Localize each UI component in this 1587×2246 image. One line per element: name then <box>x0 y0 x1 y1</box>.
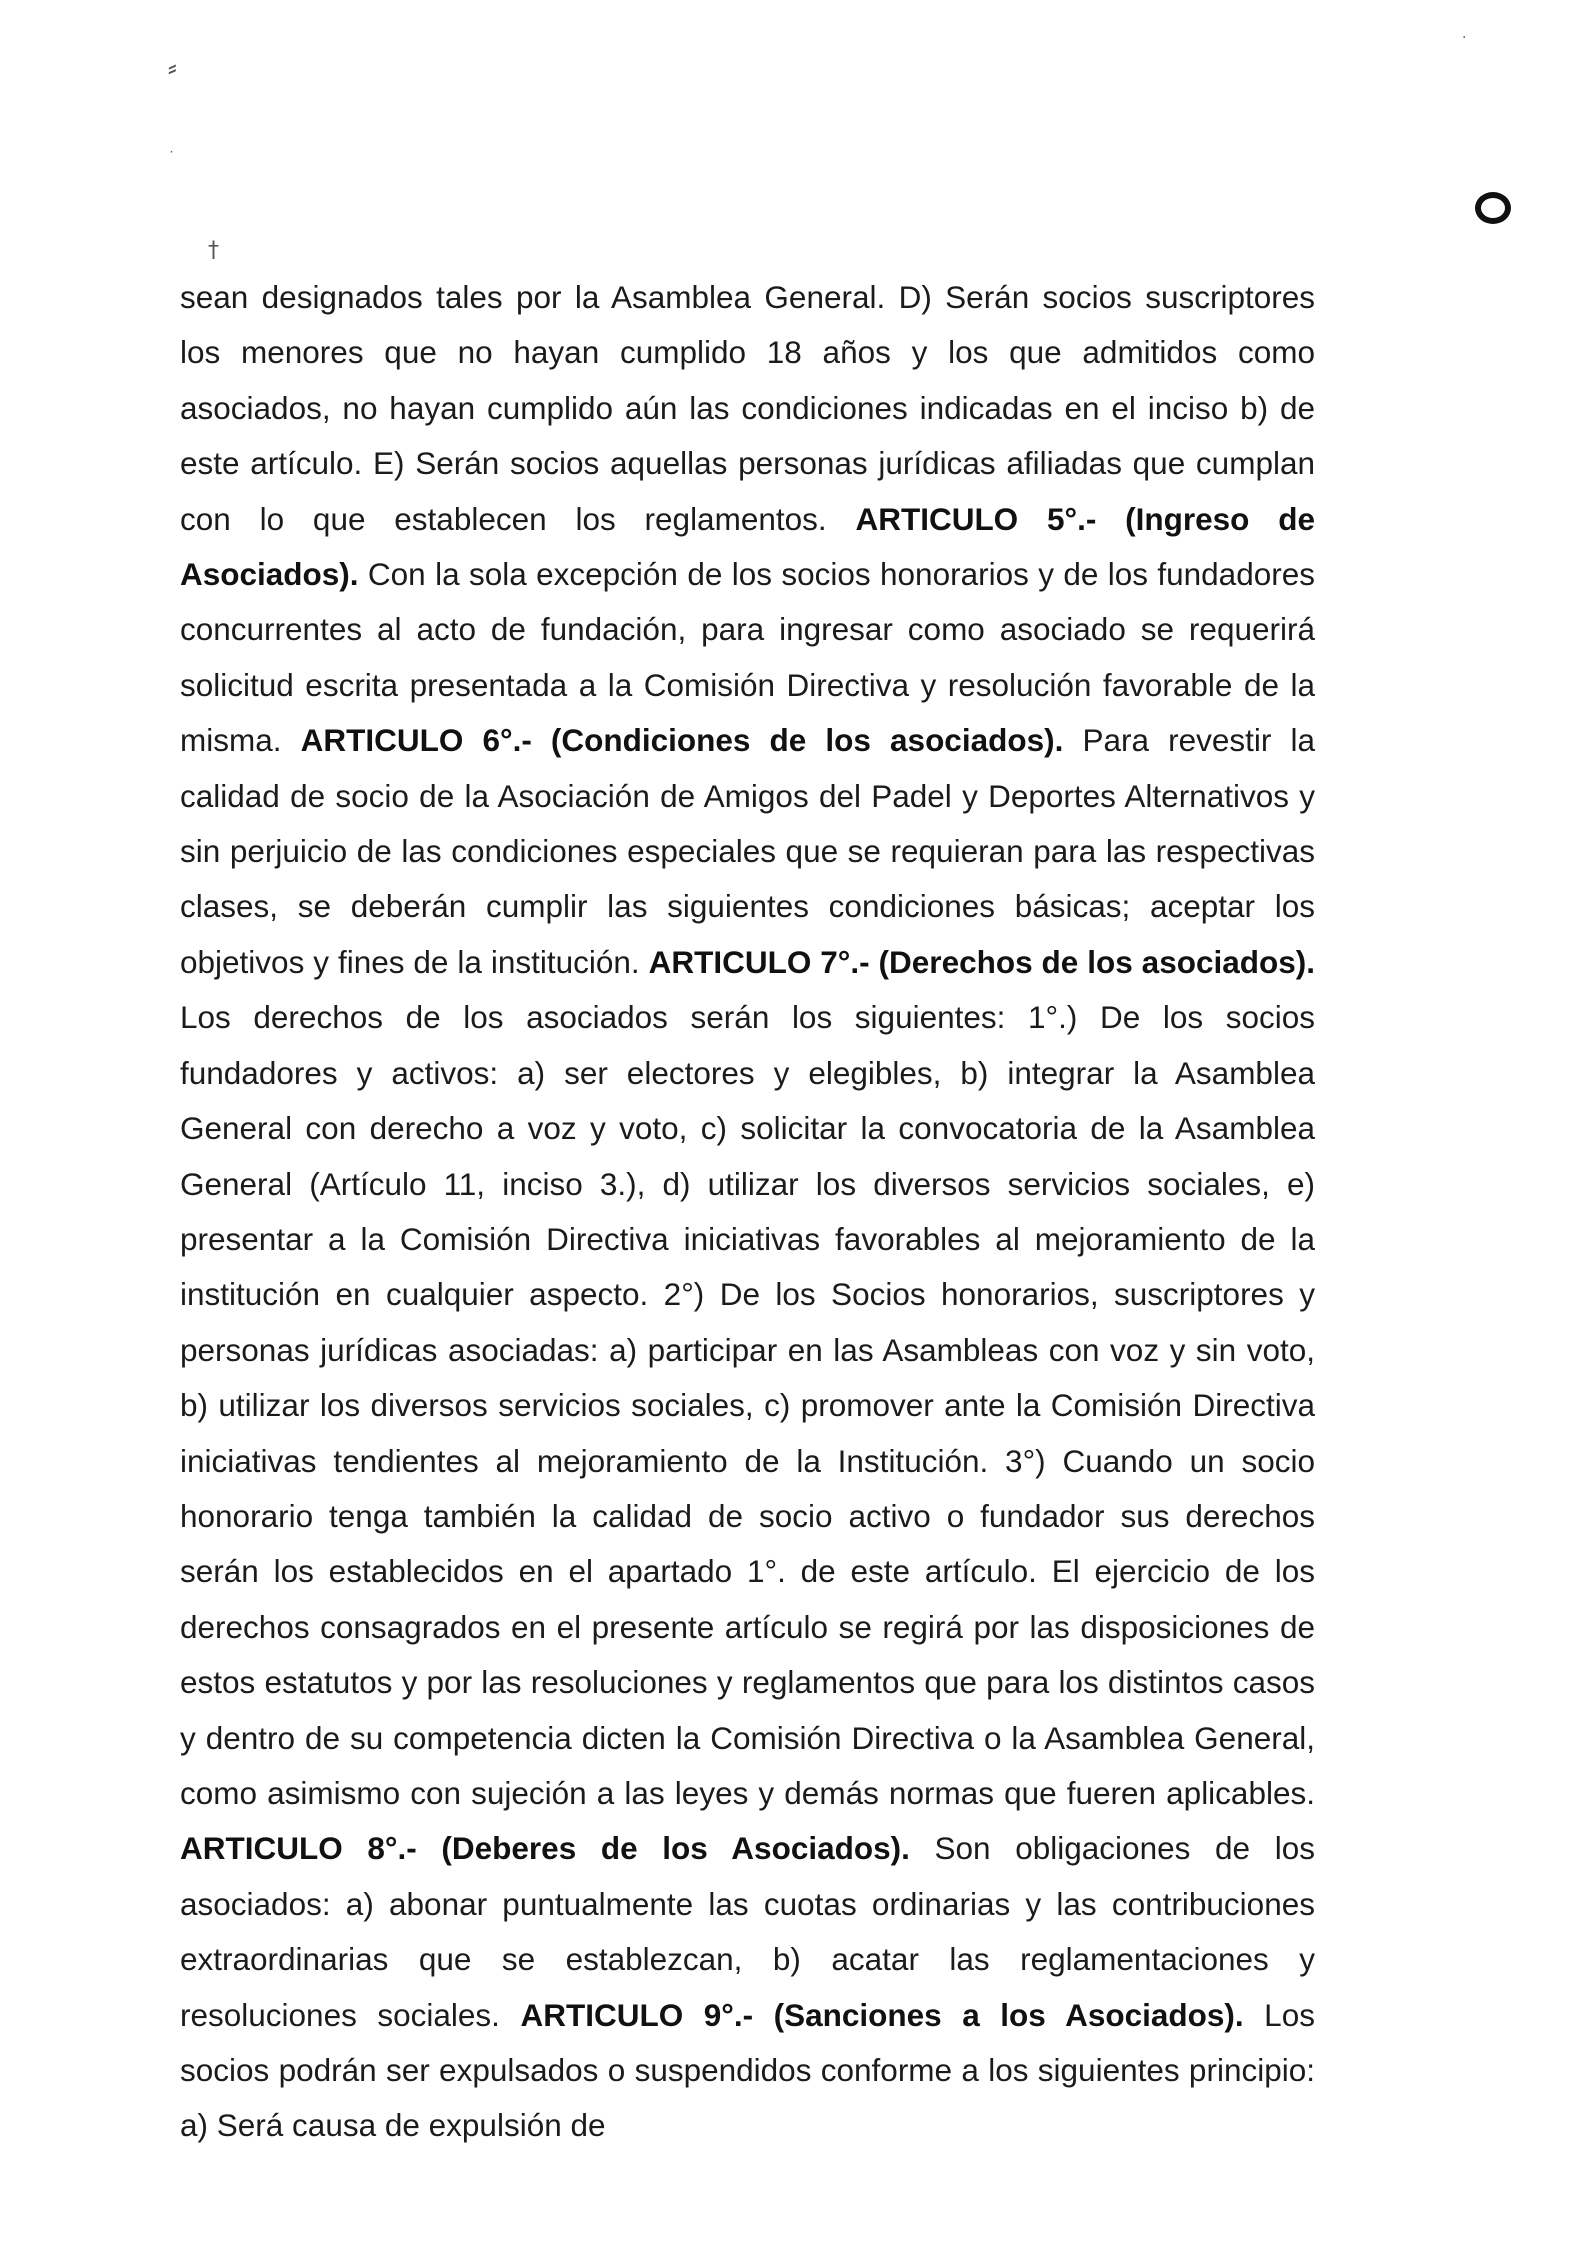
text-run: sean designados tales por la Asamblea General. D) Serán socios suscriptores los menores que no hayan cumplido 18 años y los que admitidos como asociados, no hayan cumplido aún las condiciones indicadas en el inciso b) de este artículo. E) Serán socios aquellas personas jurídicas afiliadas que cumplan con lo que establecen los reglamentos. <box>180 279 1315 537</box>
document-page: ⸗ ˙ † · sean designados tales por la Asamblea General. D) Serán socios suscriptores los menores que no hayan cumplido 18 años y los que admitidos como asociados, no hayan cumplido aún las condiciones indicadas en el inciso b) de este artículo. E) Serán socios aquellas personas jurídicas afiliadas que cumplan con lo que establecen los reglamentos. ARTICULO 5°.- (Ingreso de Asociados). Con la sola excepción de los socios honorarios y de los fundadores concurrentes al acto de fundación, para ingresar como asociado se requerirá solicitud escrita presentada a la Comisión Directiva y resolución favorable de la misma. ARTICULO 6°.- (Condiciones de los asociados). Para revestir la calidad de socio de la Asociación de Amigos del Padel y Deportes Alternativos y sin perjuicio de las condiciones especiales que se requieran para las respectivas clases, se deberán cumplir las siguientes condiciones básicas; aceptar los objetivos y fines de la institución. ARTICULO 7°.- (Derechos de los asociados). Los derechos de los asociados serán los siguientes: 1°.) De los socios fundadores y activos: a) ser electores y elegibles, b) integrar la Asamblea General con derecho a voz y voto, c) solicitar la convocatoria de la Asamblea General (Artículo 11, inciso 3.), d) utilizar los diversos servicios sociales, e) presentar a la Comisión Directiva iniciativas favorables al mejoramiento de la institución en cualquier aspecto. 2°) De los Socios honorarios, suscriptores y personas jurídicas asociadas: a) participar en las Asambleas con voz y sin voto, b) utilizar los diversos servicios sociales, c) promover ante la Comisión Directiva iniciativas tendientes al mejoramiento de la Institución. 3°) Cuando un socio honorario tenga también la calidad de socio activo o fundador sus derechos serán los establecidos en el apartado 1°. de este artículo. El ejercicio de los derechos consagrados en el presente artículo se regirá por las disposiciones de estos estatutos y por las resoluciones y reglamentos que para los distintos casos y dentro de su competencia dicten la Comisión Directiva o la Asamblea General, como asimismo con sujeción a las leyes y demás normas que fueren aplicables. ARTICULO 8°.- (Deberes de los Asociados). Son obligaciones de los asociados: a) abonar puntualmente las cuotas ordinarias y las contribuciones extraordinarias que se establezcan, b) acatar las reglamentaciones y resoluciones sociales. ARTICULO 9°.- (Sanciones a los Asociados). Los socios podrán ser expulsados o suspendidos conforme a los siguientes principio: a) Será causa de expulsión de <box>0 0 1587 2246</box>
text-run: Los derechos de los asociados serán los siguientes: 1°.) De los socios fundadores y activos: a) ser electores y elegibles, b) integrar la Asamblea General con derecho a voz y voto, c) solicitar la convocatoria de la Asamblea General (Artículo 11, inciso 3.), d) utilizar los diversos servicios sociales, e) presentar a la Comisión Directiva iniciativas favorables al mejoramiento de la institución en cualquier aspecto. 2°) De los Socios honorarios, suscriptores y personas jurídicas asociadas: a) participar en las Asambleas con voz y sin voto, b) utilizar los diversos servicios sociales, c) promover ante la Comisión Directiva iniciativas tendientes al mejoramiento de la Institución. 3°) Cuando un socio honorario tenga también la calidad de socio activo o fundador sus derechos serán los establecidos en el apartado 1°. de este artículo. El ejercicio de los derechos consagrados en el presente artículo se regirá por las disposiciones de estos estatutos y por las resoluciones y reglamentos que para los distintos casos y dentro de su competencia dicten la Comisión Directiva o la Asamblea General, como asimismo con sujeción a las leyes y demás normas que fueren aplicables. <box>180 999 1315 1811</box>
article-9-heading: ARTICULO 9°.- (Sanciones a los Asociados). <box>520 1996 1244 2033</box>
article-8-heading: ARTICULO 8°.- (Deberes de los Asociados). <box>180 1830 910 1867</box>
text-run: Los socios podrán ser expulsados o suspendidos conforme a los siguientes principio: a) Será causa de expulsión de <box>180 1996 1315 2144</box>
text-run: Para revestir la calidad de socio de la Asociación de Amigos del Padel y Deportes Alternativos y sin perjuicio de las condiciones especiales que se requieran para las respectivas clases, se deberán cumplir las siguientes condiciones básicas; aceptar los objetivos y fines de la institución. <box>180 722 1315 980</box>
text-run: Son obligaciones de los asociados: a) abonar puntualmente las cuotas ordinarias y las contribuciones extraordinarias que se establezcan, b) acatar las reglamentaciones y resoluciones sociales. <box>180 1830 1315 2033</box>
statute-text <box>180 270 1315 2154</box>
text-run: Con la sola excepción de los socios honorarios y de los fundadores concurrentes al acto de fundación, para ingresar como asociado se requerirá solicitud escrita presentada a la Comisión Directiva y resolución favorable de la misma. <box>180 556 1315 759</box>
article-6-heading: ARTICULO 6°.- (Condiciones de los asociados). <box>300 722 1064 759</box>
punch-hole-mark <box>1475 192 1511 224</box>
article-7-heading: ARTICULO 7°.- (Derechos de los asociados). <box>648 943 1315 980</box>
article-5-heading: ARTICULO 5°.- (Ingreso de Asociados). <box>180 500 1315 593</box>
